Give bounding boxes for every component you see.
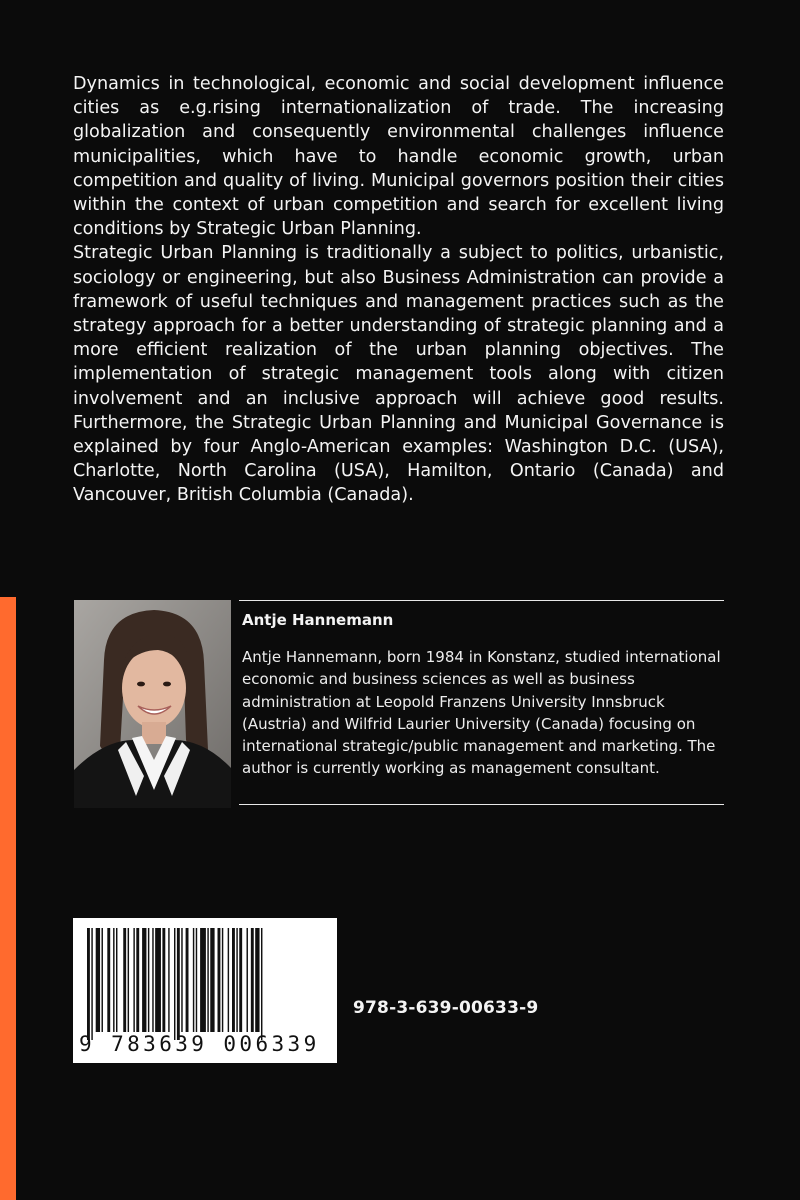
barcode-bar (251, 928, 254, 1032)
orange-accent-strip (0, 597, 16, 1200)
barcode-bar (123, 928, 126, 1032)
isbn-barcode (73, 918, 337, 1063)
barcode-bar (181, 928, 182, 1032)
barcode-bar (96, 928, 100, 1032)
author-name: Antje Hannemann (242, 611, 394, 629)
barcode-bar (136, 928, 139, 1032)
barcode-bar (207, 928, 208, 1032)
barcode-bar (255, 928, 259, 1032)
barcode-bar (200, 928, 206, 1032)
barcode-bar (113, 928, 114, 1032)
author-section-top-rule (239, 600, 724, 601)
barcode-bar (196, 928, 197, 1032)
barcode-bar (193, 928, 194, 1032)
barcode-bar (87, 928, 90, 1040)
barcode-bar (177, 928, 180, 1040)
author-photo (74, 600, 231, 808)
barcode-bar (152, 928, 153, 1032)
book-description (73, 72, 724, 508)
barcode-bar (247, 928, 248, 1032)
isbn-number: 978-3-639-00633-9 (353, 998, 539, 1018)
barcode-bar (142, 928, 146, 1032)
barcode-digits: 9 783639 006339 (79, 1032, 320, 1056)
barcode-bar (186, 928, 189, 1032)
barcode-bar (102, 928, 103, 1032)
barcode-bar (232, 928, 235, 1032)
barcode-bar (239, 928, 242, 1032)
author-bio: Antje Hannemann, born 1984 in Konstanz, studied international economic and business sciences as well as business administration at Leopold Franzens University Innsbruck (Austria) and Wilfrid Laurier University (Canada) focusing on international strategic/public management and marketing. The author is currently working as management consultant. (242, 648, 721, 778)
description-paragraph-2: Strategic Urban Planning is traditionally a subject to politics, urbanistic, sociology or engineering, but also Business Administration can provide a framework of useful techniques and management practices such as the strategy approach for a better understanding of strategic planning and a more efficient realization of the urban planning objectives. The implementation of strategic management tools along with citizen involvement and an inclusive approach will achieve good results. Furthermore, the Strategic Urban Planning and Municipal Governance is explained by four Anglo-American examples: Washington D.C. (USA), Charlotte, North Carolina (USA), Hamilton, Ontario (Canada) and Vancouver, British Columbia (Canada). (73, 243, 724, 506)
barcode-bar (107, 928, 110, 1032)
barcode-bar (174, 928, 175, 1040)
barcode-bar (148, 928, 149, 1032)
barcode-bar (218, 928, 221, 1032)
barcode-bar (222, 928, 223, 1032)
barcode-bar (128, 928, 129, 1032)
author-section-bottom-rule (239, 804, 724, 805)
barcode-bar (116, 928, 117, 1032)
barcode-bar (162, 928, 165, 1032)
barcode-bar (155, 928, 161, 1032)
barcode-bar (236, 928, 237, 1032)
barcode-bar (133, 928, 134, 1032)
barcode-bar (168, 928, 169, 1032)
barcode-bar (261, 928, 262, 1040)
barcode-bar (228, 928, 229, 1032)
description-paragraph-1: Dynamics in technological, economic and social development influence cities as e.g.rising internationalization of trade. The increasing globalization and consequently environmental challenges influence municipalities, which have to handle economic growth, urban competition and quality of living. Municipal governors position their cities within the context of urban competition and search for excellent living conditions by Strategic Urban Planning. (73, 74, 724, 240)
barcode-bar (91, 928, 92, 1040)
barcode-bar (210, 928, 214, 1032)
